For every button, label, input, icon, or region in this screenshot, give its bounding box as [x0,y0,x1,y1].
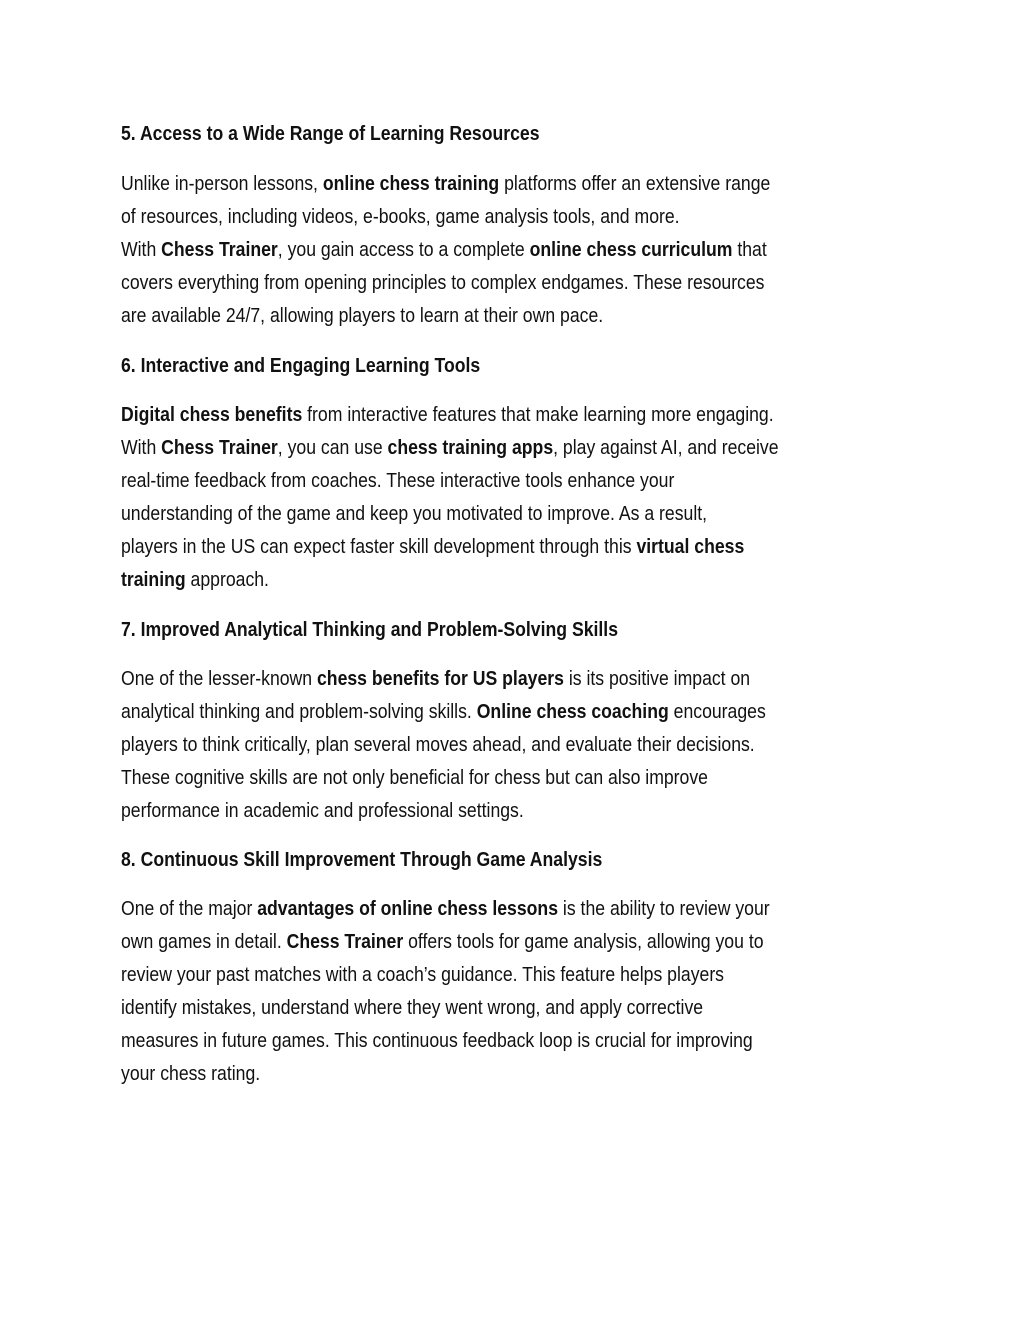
bold-keyword: Digital chess benefits [121,403,303,426]
text-run: players in the US can expect faster skill development through this [121,535,637,558]
paragraph-line [121,306,603,327]
text-run: own games in detail. [121,930,287,953]
bold-keyword: online chess training [322,172,500,195]
section-heading: 6. Interactive and Engaging Learning Tools [121,354,481,377]
text-run: With [121,436,162,459]
text-run: These cognitive skills are not only beneficial for chess but can also improve [121,766,708,789]
text-run: your chess rating. [121,1062,261,1085]
text-run: players to think critically, plan several moves ahead, and evaluate their decisions. [121,733,755,756]
paragraph-line [121,669,750,690]
text-run: that [732,238,767,261]
bold-keyword: online chess curriculum [529,238,733,261]
text-run: is the ability to review your [558,897,770,920]
text-run: approach. [185,568,269,591]
paragraph-line [121,702,766,723]
paragraph-line [121,1031,753,1052]
paragraph-line [121,768,708,789]
paragraph-line [121,998,703,1019]
bold-keyword: Online chess coaching [476,700,669,723]
paragraph-line [121,801,524,822]
paragraph-line [121,471,674,492]
paragraph-line [121,899,770,920]
paragraph-line [121,1064,260,1085]
text-run: is its positive impact on [563,667,751,690]
text-run: offers tools for game analysis, allowing you to [403,930,764,953]
section-heading: 8. Continuous Skill Improvement Through Game Analysis [121,848,603,871]
bold-keyword: Chess Trainer [161,238,278,261]
section-heading: 5. Access to a Wide Range of Learning Resources [121,122,540,145]
paragraph-line [121,438,779,459]
bold-keyword: training [121,568,186,591]
paragraph-line [121,273,764,294]
section-heading: 7. Improved Analytical Thinking and Problem-Solving Skills [121,618,619,641]
paragraph-line [121,405,774,426]
bold-keyword: chess training apps [387,436,554,459]
text-run: performance in academic and professional settings. [121,799,524,822]
text-run: covers everything from opening principles to complex endgames. These resources [121,271,765,294]
paragraph-line [121,504,707,525]
text-run: are available 24/7, allowing players to learn at their own pace. [121,304,604,327]
text-run: measures in future games. This continuous feedback loop is crucial for improving [121,1029,753,1052]
paragraph-line [121,932,764,953]
paragraph-line [121,735,755,756]
bold-keyword: virtual chess [636,535,745,558]
text-run: understanding of the game and keep you motivated to improve. As a result, [121,502,708,525]
text-run: of resources, including videos, e-books, game analysis tools, and more. [121,205,680,228]
text-run: encourages [668,700,766,723]
text-run: analytical thinking and problem-solving skills. [121,700,477,723]
paragraph-line [121,207,680,228]
bold-keyword: chess benefits for US players [316,667,564,690]
paragraph-line [121,570,269,591]
text-run: real-time feedback from coaches. These interactive tools enhance your [121,469,675,492]
text-run: , play against AI, and receive [553,436,779,459]
text-run: from interactive features that make learning more engaging. [302,403,774,426]
text-run: Unlike in-person lessons, [121,172,323,195]
paragraph-line [121,537,744,558]
bold-keyword: Chess Trainer [161,436,278,459]
bold-keyword: advantages of online chess lessons [257,897,559,920]
text-run: platforms offer an extensive range [499,172,771,195]
paragraph-line [121,965,724,986]
text-run: One of the lesser-known [121,667,317,690]
text-run: review your past matches with a coach’s guidance. This feature helps players [121,963,725,986]
bold-keyword: Chess Trainer [286,930,404,953]
text-run: , you can use [277,436,388,459]
text-run: identify mistakes, understand where they went wrong, and apply corrective [121,996,704,1019]
paragraph-line [121,174,770,195]
text-run: With [121,238,162,261]
text-run: , you gain access to a complete [277,238,530,261]
paragraph-line [121,240,767,261]
text-run: One of the major [121,897,258,920]
